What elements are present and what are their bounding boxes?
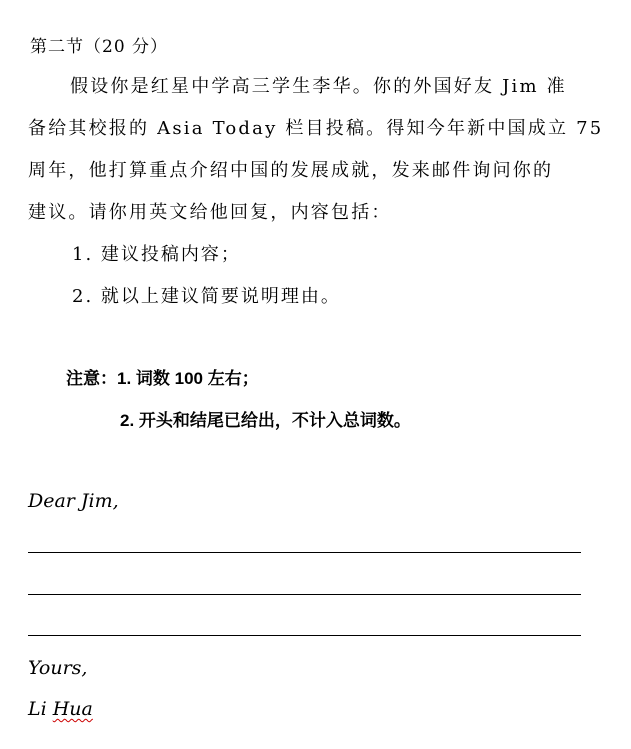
prompt-line-4: 建议。请你用英文给他回复，内容包括： (28, 202, 392, 223)
prompt-line-3: 周年，他打算重点介绍中国的发展成就，发来邮件询问你的 (28, 160, 554, 181)
prompt-line-1: 假设你是红星中学高三学生李华。你的外国好友 Jim 准 (70, 76, 567, 97)
answer-line-1[interactable] (28, 552, 581, 553)
note-line-1: 注意：1. 词数 100 左右； (66, 369, 259, 388)
letter-salutation: Dear Jim, (28, 490, 119, 512)
letter-signature (28, 698, 93, 720)
answer-line-3[interactable] (28, 635, 581, 636)
section-title: 第二节（20 分） (30, 37, 169, 57)
letter-closing: Yours, (28, 657, 88, 679)
content-item-2: 2. 就以上建议简要说明理由。 (72, 286, 341, 307)
note-line-2: 2. 开头和结尾已给出，不计入总词数。 (120, 411, 411, 430)
prompt-line-2: 备给其校报的 Asia Today 栏目投稿。得知今年新中国成立 75 (28, 118, 604, 139)
answer-line-2[interactable] (28, 594, 581, 595)
content-item-1: 1. 建议投稿内容； (72, 244, 241, 265)
signature-first-name: Li (28, 698, 53, 720)
signature-last-name-spellcheck: Hua (52, 698, 93, 720)
